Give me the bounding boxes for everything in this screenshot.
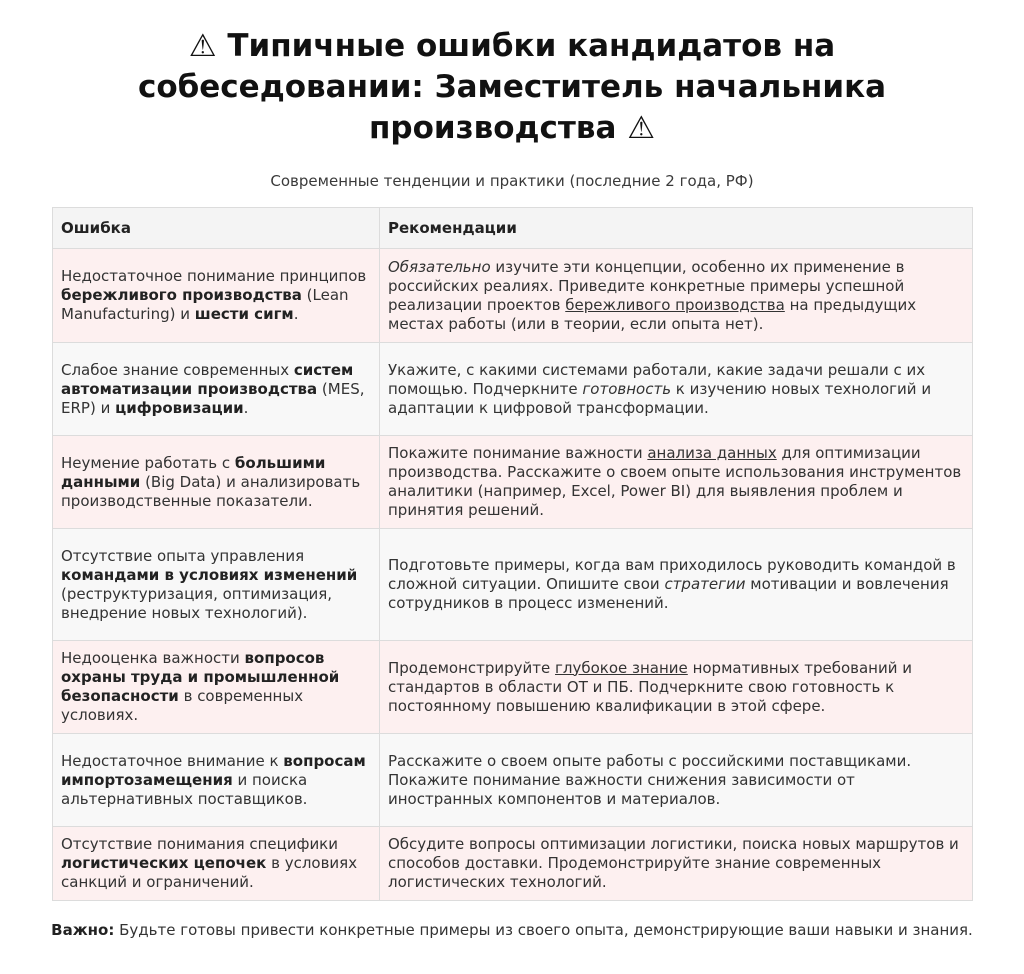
text-segment: готовность	[582, 379, 672, 398]
text-segment: бережливого производства	[565, 295, 785, 314]
table-row	[53, 249, 973, 343]
error-cell	[53, 641, 380, 734]
text-segment: Недостаточное понимание принципов	[61, 267, 367, 285]
text-segment: глубокое знание	[555, 658, 688, 677]
table-row	[53, 641, 973, 734]
text-segment: на предыдущих местах работы (или в теории, если опыта нет).	[388, 295, 917, 333]
table-row	[53, 529, 973, 641]
text-segment: Недостаточное внимание к	[61, 751, 284, 770]
text-segment: (Lean Manufacturing) и	[61, 286, 349, 323]
text-segment: в современных условиях.	[61, 687, 304, 724]
text-segment: .	[243, 398, 249, 417]
page-title: ⚠ Типичные ошибки кандидатов на собеседовании: Заместитель начальника производства ⚠	[137, 28, 887, 146]
error-cell	[53, 734, 380, 827]
text-segment: вопросов охраны труда и промышленной безопасности	[61, 649, 340, 705]
text-segment: Отсутствие понимания специфики	[61, 835, 338, 853]
text-segment: стратегии	[664, 575, 746, 593]
error-cell	[53, 529, 380, 641]
text-segment: мотивации и вовлечения сотрудников в процесс изменений.	[388, 575, 949, 612]
text-segment: .	[293, 305, 299, 323]
text-segment: цифровизации	[115, 398, 244, 417]
text-segment: Неумение работать с	[61, 453, 235, 472]
text-segment: логистических цепочек	[61, 854, 267, 872]
recommendation-cell	[380, 343, 973, 436]
text-segment: бережливого производства	[61, 286, 302, 304]
text-segment: Недооценка важности	[61, 649, 245, 667]
recommendation-cell	[380, 827, 973, 901]
table-row	[53, 827, 973, 901]
error-cell	[53, 343, 380, 436]
error-cell	[53, 436, 380, 529]
important-note-text: Будьте готовы привести конкретные примеры из своего опыта, демонстрирующие ваши навыки и знания.	[114, 921, 973, 939]
text-segment: изучите эти концепции, особенно их применение в российских реалиях. Приведите конкретные примеры успешной реализации проектов	[388, 257, 905, 314]
text-segment: (Big Data) и анализировать производственные показатели.	[61, 472, 361, 510]
important-note-label: Важно:	[51, 921, 115, 939]
text-segment: Обсудите вопросы оптимизации логистики, поиска новых маршрутов и способов доставки. Продемонстрируйте знание современных логистических технологий.	[388, 835, 959, 891]
text-segment: Обязательно	[388, 257, 491, 276]
column-header-recommendation: Рекомендации	[380, 208, 973, 249]
text-segment: шести сигм	[194, 305, 294, 323]
errors-table	[52, 207, 973, 901]
error-cell	[53, 249, 380, 343]
text-segment: большими данными	[61, 453, 326, 491]
table-row	[53, 734, 973, 827]
table-row	[53, 343, 973, 436]
text-segment: и поиска альтернативных поставщиков.	[61, 770, 308, 808]
text-segment: Покажите понимание важности	[388, 444, 648, 462]
text-segment: Продемонстрируйте	[388, 658, 556, 677]
text-segment: в условиях санкций и ограничений.	[61, 854, 358, 891]
text-segment: анализа данных	[647, 444, 777, 462]
text-segment: Подготовьте примеры, когда вам приходилось руководить командой в сложной ситуации. Опишите свои	[388, 556, 956, 593]
text-segment: командами в условиях изменений	[61, 565, 358, 584]
text-segment: Расскажите о своем опыте работы с российскими поставщиками. Покажите понимание важности снижения зависимости от иностранных компонентов и материалов.	[388, 751, 912, 808]
recommendation-cell	[380, 641, 973, 734]
text-segment: для оптимизации производства. Расскажите о своем опыте использования инструментов аналитики (например, Excel, Power BI) для выявления проблем и принятия решений.	[388, 444, 962, 519]
text-segment: Отсутствие опыта управления	[61, 546, 305, 565]
table-header-row	[53, 208, 973, 249]
text-segment: Слабое знание современных	[61, 360, 294, 379]
text-segment: нормативных требований и стандартов в области ОТ и ПБ. Подчеркните свою готовность к постоянному повышению квалификации в этой сфере.	[388, 658, 912, 715]
important-note	[47, 921, 977, 940]
text-segment: Укажите, с какими системами работали, какие задачи решали с их помощью. Подчеркните	[388, 360, 926, 398]
text-segment: систем автоматизации производства	[61, 360, 354, 398]
recommendation-cell	[380, 529, 973, 641]
recommendation-cell	[380, 249, 973, 343]
error-cell	[53, 827, 380, 901]
column-header-error: Ошибка	[53, 208, 380, 249]
recommendation-cell	[380, 734, 973, 827]
table-row	[53, 436, 973, 529]
page-subtitle: Современные тенденции и практики (последние 2 года, РФ)	[270, 172, 754, 190]
text-segment: (реструктуризация, оптимизация, внедрение новых технологий).	[61, 584, 333, 622]
text-segment: к изучению новых технологий и адаптации к цифровой трансформации.	[388, 379, 932, 417]
recommendation-cell	[380, 436, 973, 529]
text-segment: вопросам импортозамещения	[61, 751, 366, 789]
text-segment: (MES, ERP) и	[61, 379, 365, 417]
